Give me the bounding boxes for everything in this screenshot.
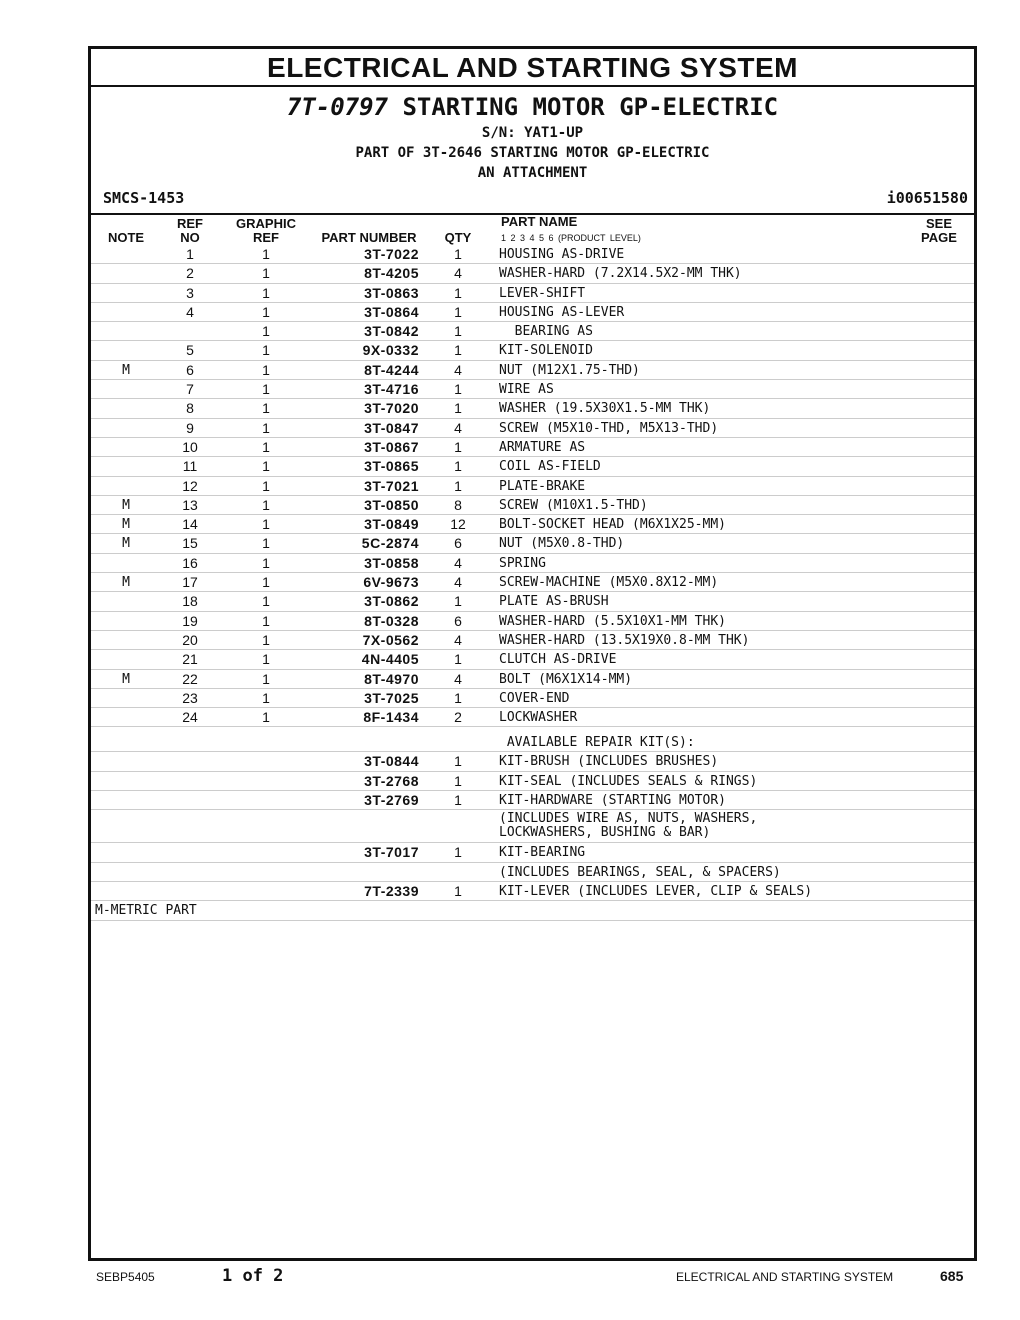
- cell-name: SCREW-MACHINE (M5X0.8X12-MM): [499, 575, 719, 591]
- cell-pnum: 3T-7020: [364, 400, 419, 417]
- cell-gref: 1: [262, 651, 270, 668]
- kit-cell-qty: 1: [454, 792, 462, 809]
- cell-name: COVER-END: [499, 690, 570, 706]
- cell-name: SPRING: [499, 555, 546, 571]
- header-ref: [169, 217, 211, 245]
- cell-pnum: 3T-0849: [364, 516, 419, 533]
- cell-gref: 1: [262, 419, 270, 436]
- cell-ref: 24: [182, 709, 198, 726]
- cell-pnum: 8T-4244: [364, 361, 419, 378]
- cell-ref: 23: [182, 689, 198, 706]
- cell-pnum: 8F-1434: [363, 709, 419, 726]
- table-row: [91, 284, 974, 303]
- footer-page-number: 685: [940, 1268, 964, 1284]
- cell-name: NUT (M12X1.75-THD): [499, 362, 640, 378]
- cell-name: COIL AS-FIELD: [499, 459, 601, 475]
- cell-pnum: 6V-9673: [363, 574, 419, 591]
- cell-qty: 1: [454, 323, 462, 340]
- kit-cell-pnum: 7T-2339: [364, 882, 419, 899]
- cell-gref: 1: [262, 709, 270, 726]
- kit-row: [91, 843, 974, 862]
- cell-qty: 1: [454, 651, 462, 668]
- cell-ref: 9: [186, 419, 194, 436]
- table-row: [91, 361, 974, 380]
- cell-qty: 1: [454, 284, 462, 301]
- cell-qty: 1: [454, 400, 462, 417]
- cell-qty: 4: [454, 554, 462, 571]
- header-note: NOTE: [107, 230, 145, 245]
- cell-gref: 1: [262, 574, 270, 591]
- cell-pnum: 8T-0328: [364, 612, 419, 629]
- cell-name: WASHER-HARD (13.5X19X0.8-MM THK): [499, 632, 750, 648]
- cell-ref: 13: [182, 496, 198, 513]
- kit-row: [91, 810, 974, 843]
- cell-pnum: 8T-4970: [364, 670, 419, 687]
- header-see-top: SEE: [925, 216, 952, 231]
- cell-pnum: 3T-0842: [364, 323, 419, 340]
- cell-ref: 11: [182, 458, 198, 475]
- cell-ref: 7: [186, 381, 194, 398]
- cell-ref: 16: [182, 554, 198, 571]
- cell-pnum: 3T-0867: [364, 438, 419, 455]
- cell-ref: 2: [186, 265, 194, 282]
- cell-qty: 4: [454, 265, 462, 282]
- kit-cell-pnum: 3T-0844: [364, 753, 419, 770]
- serial-range: S/N: YAT1-UP: [481, 125, 584, 141]
- kit-cell-qty: 1: [454, 882, 462, 899]
- cell-name: SCREW (M5X10-THD, M5X13-THD): [499, 420, 719, 436]
- cell-note: M: [122, 497, 130, 513]
- cell-name: LEVER-SHIFT: [499, 285, 586, 301]
- kit-heading-row: [91, 727, 974, 752]
- cell-name: CLUTCH AS-DRIVE: [499, 652, 617, 668]
- kit-cell-pnum: 3T-2769: [364, 792, 419, 809]
- cell-name: WASHER (19.5X30X1.5-MM THK): [499, 401, 711, 417]
- cell-gref: 1: [262, 593, 270, 610]
- cell-qty: 6: [454, 612, 462, 629]
- cell-gref: 1: [262, 361, 270, 378]
- header-see-bottom: PAGE: [921, 230, 957, 245]
- attachment-line: AN ATTACHMENT: [477, 165, 588, 181]
- table-row: [91, 708, 974, 727]
- cell-qty: 4: [454, 670, 462, 687]
- cell-pnum: 3T-4716: [364, 381, 419, 398]
- table-row: [91, 245, 974, 264]
- page-frame: [88, 46, 977, 1261]
- table-row: [91, 477, 974, 496]
- cell-pnum: 7X-0562: [362, 631, 419, 648]
- table-row: [91, 631, 974, 650]
- cell-note: M: [122, 362, 130, 378]
- cell-qty: 2: [454, 709, 462, 726]
- cell-gref: 1: [262, 246, 270, 262]
- header-ref-bottom: NO: [180, 230, 200, 245]
- group-title: [91, 93, 974, 121]
- kit-cell-name: (INCLUDES BEARINGS, SEAL, & SPACERS): [499, 864, 781, 880]
- table-row: [91, 457, 974, 476]
- cell-note: M: [122, 575, 130, 591]
- system-title: ELECTRICAL AND STARTING SYSTEM: [91, 49, 974, 87]
- table-row: [91, 689, 974, 708]
- cell-gref: 1: [262, 284, 270, 301]
- cell-pnum: 3T-0858: [364, 554, 419, 571]
- cell-ref: 14: [182, 516, 198, 533]
- cell-gref: 1: [262, 612, 270, 629]
- table-row: [91, 554, 974, 573]
- cell-qty: 1: [454, 458, 462, 475]
- cell-gref: 1: [262, 477, 270, 494]
- cell-ref: 5: [186, 342, 194, 359]
- cell-gref: 1: [262, 400, 270, 417]
- cell-qty: 4: [454, 361, 462, 378]
- table-row: [91, 322, 974, 341]
- cell-note: M: [122, 671, 130, 687]
- cell-ref: 19: [182, 612, 198, 629]
- cell-pnum: 3T-0865: [364, 458, 419, 475]
- part-of-line: PART OF 3T-2646 STARTING MOTOR GP-ELECTRIC: [355, 145, 710, 161]
- cell-gref: 1: [262, 689, 270, 706]
- group-name: STARTING MOTOR GP-ELECTRIC: [402, 93, 779, 121]
- table-row: [91, 264, 974, 283]
- cell-name: NUT (M5X0.8-THD): [499, 536, 625, 552]
- table-row: [91, 341, 974, 360]
- cell-name: HOUSING AS-LEVER: [499, 304, 625, 320]
- cell-ref: 8: [186, 400, 194, 417]
- cell-pnum: 3T-0864: [364, 303, 419, 320]
- table-row: [91, 496, 974, 515]
- table-row: [91, 534, 974, 553]
- table-row: [91, 399, 974, 418]
- cell-pnum: 3T-0847: [364, 419, 419, 436]
- cell-name: KIT-SOLENOID: [499, 343, 593, 359]
- footer-page-of: 1 of 2: [222, 1266, 284, 1286]
- table-row: [91, 419, 974, 438]
- cell-qty: 12: [450, 516, 466, 533]
- footer-section: ELECTRICAL AND STARTING SYSTEM: [676, 1270, 894, 1284]
- kit-row: [91, 752, 974, 771]
- header-product-levels: 1 2 3 4 5 6 (PRODUCT LEVEL): [501, 233, 641, 243]
- cell-qty: 1: [454, 381, 462, 398]
- cell-gref: 1: [262, 516, 270, 533]
- cell-qty: 1: [454, 342, 462, 359]
- kit-cell-pnum: 3T-7017: [364, 844, 419, 861]
- cell-gref: 1: [262, 323, 270, 340]
- cell-qty: 6: [454, 535, 462, 552]
- cell-ref: 4: [186, 303, 194, 320]
- cell-pnum: 5C-2874: [361, 535, 419, 552]
- table-row: [91, 380, 974, 399]
- parts-table: [91, 245, 974, 921]
- kit-heading: AVAILABLE REPAIR KIT(S):: [499, 735, 695, 751]
- table-row: [91, 515, 974, 534]
- kit-cell-qty: 1: [454, 844, 462, 861]
- cell-pnum: 8T-4205: [364, 265, 419, 282]
- cell-ref: 21: [182, 651, 198, 668]
- cell-ref: 3: [186, 284, 194, 301]
- cell-name: WASHER-HARD (7.2X14.5X2-MM THK): [499, 266, 742, 282]
- metric-note: M-METRIC PART: [95, 903, 197, 919]
- cell-qty: 1: [454, 246, 462, 262]
- cell-pnum: 3T-0862: [364, 593, 419, 610]
- cell-pnum: 3T-7022: [364, 246, 419, 262]
- table-row: [91, 303, 974, 322]
- cell-name: BOLT (M6X1X14-MM): [499, 671, 633, 687]
- cell-pnum: 3T-7025: [364, 689, 419, 706]
- table-row: [91, 612, 974, 631]
- kit-rows: [91, 752, 974, 901]
- cell-ref: 17: [182, 574, 198, 591]
- cell-qty: 1: [454, 438, 462, 455]
- footer-doc-number: SEBP5405: [96, 1270, 155, 1284]
- header-part-name: PART NAME: [501, 214, 578, 229]
- kit-cell-pnum: 3T-2768: [364, 772, 419, 789]
- cell-ref: 12: [182, 477, 198, 494]
- cell-gref: 1: [262, 265, 270, 282]
- cell-gref: 1: [262, 303, 270, 320]
- kit-cell-qty: 1: [454, 772, 462, 789]
- cell-qty: 1: [454, 593, 462, 610]
- table-row: [91, 573, 974, 592]
- cell-ref: 10: [182, 438, 198, 455]
- cell-name: PLATE AS-BRUSH: [499, 594, 609, 610]
- kit-row: [91, 882, 974, 901]
- cell-gref: 1: [262, 438, 270, 455]
- cell-gref: 1: [262, 535, 270, 552]
- table-row: [91, 592, 974, 611]
- kit-row: [91, 791, 974, 810]
- cell-name: WIRE AS: [499, 382, 554, 398]
- smcs-code: SMCS-1453: [103, 189, 185, 207]
- cell-pnum: 3T-0863: [364, 284, 419, 301]
- cell-name: WASHER-HARD (5.5X10X1-MM THK): [499, 613, 726, 629]
- cell-note: M: [122, 517, 130, 533]
- cell-ref: 15: [182, 535, 198, 552]
- cell-gref: 1: [262, 381, 270, 398]
- kit-cell-name: KIT-HARDWARE (STARTING MOTOR): [499, 793, 726, 809]
- kit-cell-name: (INCLUDES WIRE AS, NUTS, WASHERS, LOCKWASHERS, BUSHING & BAR): [499, 811, 758, 841]
- header-part-number: PART NUMBER: [321, 230, 417, 245]
- header-ref-top: REF: [177, 216, 203, 231]
- cell-name: HOUSING AS-DRIVE: [499, 247, 625, 262]
- illustration-id: i00651580: [886, 189, 968, 207]
- header-graphic-ref: [227, 217, 305, 245]
- table-row: [91, 670, 974, 689]
- cell-pnum: 4N-4405: [361, 651, 419, 668]
- table-row: [91, 438, 974, 457]
- header-graphic-top: GRAPHIC: [236, 216, 296, 231]
- cell-qty: 4: [454, 574, 462, 591]
- cell-pnum: 9X-0332: [362, 342, 419, 359]
- kit-cell-name: KIT-BEARING: [499, 845, 586, 861]
- cell-qty: 4: [454, 419, 462, 436]
- cell-gref: 1: [262, 458, 270, 475]
- cell-qty: 1: [454, 689, 462, 706]
- kit-cell-name: KIT-LEVER (INCLUDES LEVER, CLIP & SEALS): [499, 883, 813, 899]
- cell-name: LOCKWASHER: [499, 710, 578, 726]
- cell-gref: 1: [262, 631, 270, 648]
- cell-qty: 4: [454, 631, 462, 648]
- cell-qty: 8: [454, 496, 462, 513]
- cell-pnum: 3T-7021: [364, 477, 419, 494]
- kit-row: [91, 772, 974, 791]
- part-rows: [91, 245, 974, 727]
- cell-name: ARMATURE AS: [499, 439, 586, 455]
- cell-qty: 1: [454, 303, 462, 320]
- metric-note-row: [91, 901, 974, 920]
- cell-name: BOLT-SOCKET HEAD (M6X1X25-MM): [499, 517, 726, 533]
- table-row: [91, 650, 974, 669]
- cell-ref: 6: [186, 361, 194, 378]
- cell-name: PLATE-BRAKE: [499, 478, 586, 494]
- group-part-number: 7T-0797: [286, 93, 388, 121]
- header-graphic-bottom: REF: [253, 230, 279, 245]
- cell-pnum: 3T-0850: [364, 496, 419, 513]
- cell-ref: 1: [186, 246, 194, 262]
- cell-ref: 20: [182, 631, 198, 648]
- cell-gref: 1: [262, 670, 270, 687]
- cell-gref: 1: [262, 554, 270, 571]
- cell-gref: 1: [262, 342, 270, 359]
- kit-cell-name: KIT-SEAL (INCLUDES SEALS & RINGS): [499, 773, 758, 789]
- cell-name: BEARING AS: [499, 324, 593, 340]
- cell-qty: 1: [454, 477, 462, 494]
- cell-ref: 22: [182, 670, 198, 687]
- cell-note: M: [122, 536, 130, 552]
- header-see-page: [911, 217, 967, 245]
- kit-row: [91, 863, 974, 882]
- header-qty: QTY: [444, 230, 472, 245]
- cell-ref: 18: [182, 593, 198, 610]
- cell-gref: 1: [262, 496, 270, 513]
- kit-cell-qty: 1: [454, 753, 462, 770]
- kit-cell-name: KIT-BRUSH (INCLUDES BRUSHES): [499, 754, 719, 770]
- cell-name: SCREW (M10X1.5-THD): [499, 497, 648, 513]
